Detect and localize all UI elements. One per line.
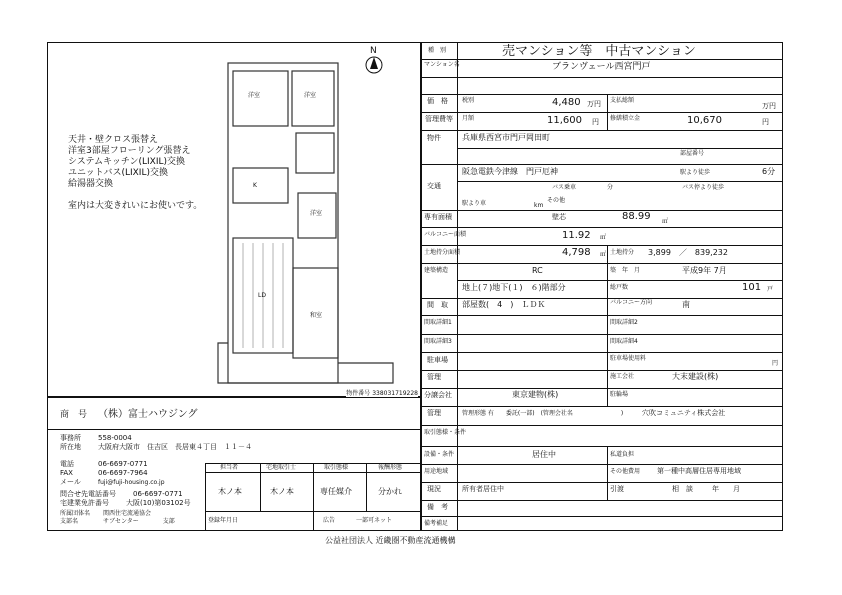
tx-staff-label: 宅地取引士 [266,464,297,471]
feature-line [68,190,202,201]
walk-value: 6分 [762,167,776,176]
feature-line: ユニットバス(LIXIL)交換 [68,168,168,178]
land-ratio: 3,899 ／ 839,232 [648,248,728,257]
staff-value: 木ノ本 [218,487,242,496]
zoning-label: 用途地域 [424,468,449,475]
km-unit: km [534,202,544,209]
conditions-label: 取引態様・条件 [424,429,467,436]
bus-min: 分 [607,184,614,191]
walk-label: 駅より徒歩 [680,169,711,176]
current-label: 現況 [427,485,441,493]
direction-label: バルコニー方向 [610,299,653,306]
traffic-label: 交通 [427,182,441,190]
mail-value: fuji@fuji-housing.co.jp [98,479,165,486]
mgmt-form-label: 管理 [427,409,441,417]
land-ratio-label: 土地持分 [610,249,635,256]
management-label: 管理 [427,373,441,381]
tx-type-label: 取引態様 [324,464,349,471]
branch-label: 支部名 [60,518,79,525]
branch-value: サブセンター 支部 [103,518,175,525]
mgmt-company-detail: 穴吹コミュニティ株式会社 [642,409,726,417]
category-label: 種 別 [428,47,447,54]
mansion-name-label: マンション名 [424,61,460,68]
property-label: 物件 [427,134,441,142]
feature-line: システムキッチン(LIXIL)交換 [68,157,185,167]
total-units-label: 総戸数 [610,284,629,291]
mgmt-month: 月額 [462,115,475,122]
bus-walk: バス停より徒歩 [682,184,725,191]
private-road-label: 私道負担 [610,451,635,458]
builder-value: 大末建設(株) [672,372,719,381]
structure-label: 建築構造 [424,267,449,274]
floor-plan [48,43,420,396]
mgmt-fee-label: 管理費等 [425,115,453,123]
listing-title: 売マンション等 中古マンション [502,44,696,59]
mgmt-unit: 円 [592,118,599,126]
office-zip: 558-0004 [98,434,132,442]
balcony-value: 11.92 [562,230,591,241]
room-label: 洋室 [304,92,317,99]
other-label: その他 [547,197,566,204]
trade-name-label: 商 号 [60,410,88,420]
mgmt-company-label: 分譲会社 [424,391,452,399]
feature-line: 室内は大変きれいにお使いです。 [68,201,203,211]
recent-label: 登録年月日 [208,517,239,524]
room-no-label: 部屋番号 [680,150,705,157]
parking-fee-label: 駐車場使用料 [610,355,647,362]
layout-value: 部屋数( 4 ) ＬＤＫ [462,300,546,309]
remarks-label: 備 考 [427,503,448,511]
status-value: 所有者居住中 [462,485,504,493]
footer-org: 公益社団法人 近畿圏不動産流通機構 [325,536,456,545]
other-fees-label: その他費用 [610,468,641,475]
station-line: 阪急電鉄今津線 門戸厄神 [462,167,558,176]
tax-unit: 万円 [762,102,776,110]
total-units: 101 [742,282,762,293]
property-name: ブランヴェール西宮門戸 [552,62,651,72]
assoc-label: 所属団体名 [60,510,91,517]
license-value: 大阪(10)第03102号 [126,499,191,507]
price-label: 価 格 [427,97,448,105]
room-label: 和室 [310,312,323,319]
address-value: 兵庫県西宮市門戸岡田町 [462,133,550,142]
price-value: 4,480 [552,97,581,108]
property-table [421,42,783,531]
balcony-unit: ㎡ [600,234,607,241]
price-tax: 税別 [462,97,475,104]
tx-staff-value: 木ノ本 [270,487,294,496]
total-units-unit: 戸 [767,286,774,293]
contact-tel: 06-6697-0771 [133,490,183,498]
tx-type-value: 専任媒介 [320,487,352,496]
land-share-label: 土地持分面積 [424,249,461,256]
room-detail3-label: 間取詳細3 [424,338,452,345]
agent-panel [47,390,421,531]
delivery-label: 引渡 [610,485,624,493]
reserve-unit: 円 [762,118,769,126]
trade-name: （株）富士ハウジング [98,409,198,420]
delivery-value: 相 談 [672,485,693,493]
zoning-value: 第一種中高層住居専用地域 [657,467,741,475]
floors-value: 地上(７)地下(１) ６)階部分 [462,283,566,292]
balcony-area-label: バルコニー面積 [424,231,467,238]
parking-fee-unit: 円 [772,360,779,367]
layout-label: 間 取 [427,301,448,309]
direction-value: 南 [682,300,690,309]
agent-address: 大阪府大阪市 住吉区 長居東４丁目 １１－４ [98,443,252,451]
reserve-value: 10,670 [687,115,722,126]
assoc-value: 関西住宅流通協会 [103,510,152,517]
parking2-label: 駐輪場 [610,391,629,398]
status-value2: 居住中 [532,450,556,459]
room-detail4-label: 間取詳細4 [610,338,638,345]
area-value: 88.99 [622,211,651,222]
built-value: 平成9年 7月 [682,266,727,275]
parking-label: 駐車場 [427,356,448,364]
land-unit: ㎡ [600,251,607,258]
ad-label: 広告 [323,517,336,524]
mail-label: メール [60,478,81,486]
room-label: LD [258,292,266,299]
built-label: 築 年 月 [610,267,641,274]
ad-value: 一部可ネット [356,517,393,524]
staff-label: 担当者 [220,464,239,471]
room-detail1-label: 間取詳細1 [424,319,452,326]
tax-label: 支払総額 [610,97,635,104]
area-unit: ㎡ [662,218,669,225]
fax-label: FAX [60,469,73,477]
exclusive-area-label: 専有面積 [424,213,452,221]
feature-line: 給湯器交換 [68,179,114,189]
bus-label: バス乗車 [552,184,577,191]
room-detail2-label: 間取詳細2 [610,319,638,326]
room-label: K [253,182,257,189]
feature-line: 天井・壁クロス張替え [68,135,159,145]
delivery2-value: 年 月 [712,485,740,493]
license-label: 宅建業免許番号 [60,499,109,507]
office-label: 事務所 [60,434,81,442]
seller-company: 東京建物(株) [512,390,559,399]
bcn-code: 物件番号 338031719228 [346,390,418,397]
fee-label: 報酬形態 [378,464,403,471]
tel-label: 電話 [60,460,74,468]
notes-label: 備考補足 [424,520,449,527]
structure-value: RC [532,266,543,275]
price-unit: 万円 [587,100,601,108]
fax-value: 06-6697-7964 [98,469,148,477]
land-value: 4,798 [562,247,591,258]
floorplan-panel [47,42,421,397]
contact-label: 問合せ先電話番号 [60,490,116,498]
reserve-label: 修繕積立金 [610,115,641,122]
station-car: 駅より車 [462,200,487,207]
room-label: 洋室 [248,92,261,99]
fee-value: 分かれ [378,487,402,496]
mgmt-value: 11,600 [547,115,582,126]
area-type: 壁芯 [552,213,566,221]
builder-label: 施工会社 [610,373,635,380]
equipment-label: 設備・条件 [424,451,455,458]
room-label: 洋室 [310,210,323,217]
mgmt-form: 管理形態 有 委託(一部) (管理会社名 ) [462,410,624,417]
feature-line: 洋室3部屋フローリング張替え [68,146,191,156]
north-label: N [370,46,377,56]
address-label: 所在地 [60,443,81,451]
features-list [68,135,202,212]
tel-value: 06-6697-0771 [98,460,148,468]
